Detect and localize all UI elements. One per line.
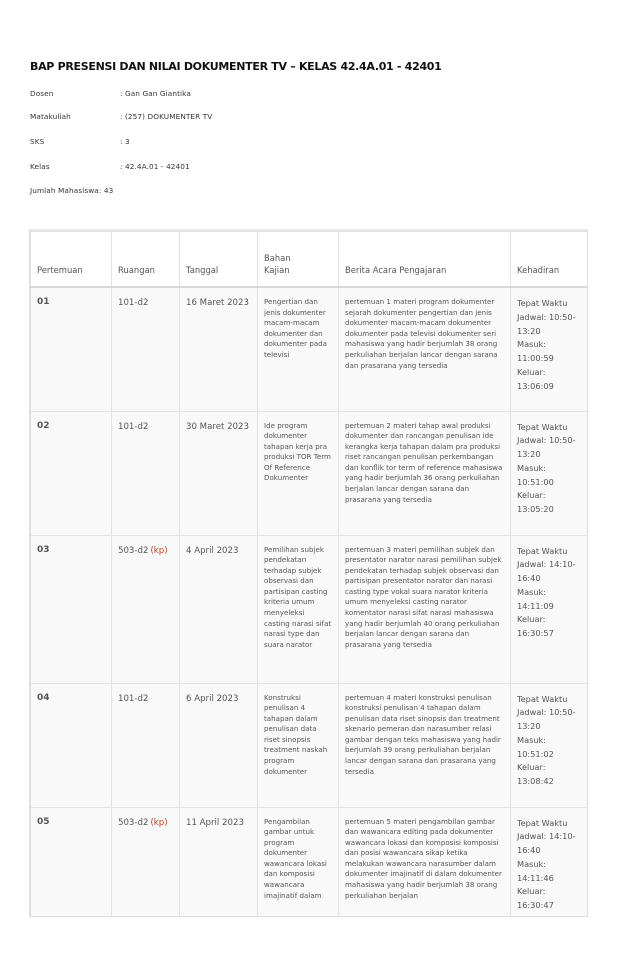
attendance-masuk: Masuk: 10:51:02 bbox=[517, 734, 554, 759]
info-label: Matakuliah bbox=[30, 112, 71, 121]
cell-kehadiran bbox=[511, 287, 588, 411]
cell-tanggal: 6 April 2023 bbox=[180, 683, 258, 807]
table-header-row bbox=[31, 232, 588, 288]
attendance-masuk: Masuk: 10:51:00 bbox=[517, 462, 554, 487]
cell-pertemuan: 03 bbox=[31, 535, 112, 683]
cell-tanggal: 4 April 2023 bbox=[180, 535, 258, 683]
info-value: : Gan Gan Giantika bbox=[120, 89, 191, 98]
attendance-status: Tepat Waktu bbox=[517, 817, 568, 828]
attendance-jadwal: Jadwal: 10:50-13:20 bbox=[517, 311, 576, 336]
info-matakuliah bbox=[30, 112, 212, 121]
room-code: 503-d2 bbox=[118, 817, 149, 828]
info-value: : 3 bbox=[120, 137, 130, 146]
cell-ruangan bbox=[112, 287, 180, 411]
room-code: 503-d2 bbox=[118, 545, 149, 556]
header-berita-acara: Berita Acara Pengajaran bbox=[339, 232, 511, 288]
cell-pertemuan: 05 bbox=[31, 807, 112, 917]
cell-tanggal: 11 April 2023 bbox=[180, 807, 258, 917]
info-sks bbox=[30, 137, 130, 146]
info-label: Kelas bbox=[30, 162, 50, 171]
header-bahan-kajian: Bahan Kajian bbox=[258, 232, 339, 288]
table-row bbox=[31, 807, 588, 917]
cell-bahan-kajian: Pengertian dan jenis dokumenter macam-macam dokumenter dan dokumenter pada televisi bbox=[258, 287, 339, 411]
attendance-table-container bbox=[29, 229, 588, 917]
attendance-keluar: Keluar: 13:05:20 bbox=[517, 490, 554, 515]
attendance-masuk: Masuk: 14:11:09 bbox=[517, 586, 554, 611]
cell-bahan-kajian: Ide program dokumenter tahapan kerja pra produksi TOR Term Of Reference Dokumenter bbox=[258, 411, 339, 535]
cell-berita-acara: pertemuan 3 materi pemilihan subjek dan presentator narator narasi pemilihan subjek pendekatan terhadap subjek observasi dan partisipan presentator narator dan narasi casting type vokal suara narator kriteria umum menyeleksi casting narator komentator narasi sifat narasi mahasiswa yang hadir berjumlah 40 orang perkuliahan berjalan lancar dengan sarana dan prasarana yang tersedia bbox=[339, 535, 511, 683]
cell-ruangan bbox=[112, 683, 180, 807]
cell-pertemuan: 04 bbox=[31, 683, 112, 807]
attendance-jadwal: Jadwal: 14:10-16:40 bbox=[517, 831, 576, 856]
info-jumlah-mahasiswa bbox=[30, 186, 113, 195]
header-ruangan: Ruangan bbox=[112, 232, 180, 288]
room-code: 101-d2 bbox=[118, 693, 149, 704]
attendance-masuk: Masuk: 11:00:59 bbox=[517, 339, 554, 364]
table-row bbox=[31, 535, 588, 683]
table-row bbox=[31, 411, 588, 535]
header-pertemuan: Pertemuan bbox=[31, 232, 112, 288]
cell-kehadiran bbox=[511, 683, 588, 807]
room-code: 101-d2 bbox=[118, 421, 149, 432]
cell-bahan-kajian: Pemilihan subjek pendekatan terhadap subjek observasi dan partisipan casting kriteria umum menyeleksi casting narasi sifat narasi type dan suara narator bbox=[258, 535, 339, 683]
cell-tanggal: 16 Maret 2023 bbox=[180, 287, 258, 411]
table-row bbox=[31, 287, 588, 411]
attendance-jadwal: Jadwal: 10:50-13:20 bbox=[517, 707, 576, 732]
info-kelas bbox=[30, 162, 190, 171]
cell-pertemuan: 01 bbox=[31, 287, 112, 411]
cell-kehadiran bbox=[511, 807, 588, 917]
attendance-masuk: Masuk: 14:11:46 bbox=[517, 858, 554, 883]
attendance-status: Tepat Waktu bbox=[517, 298, 568, 308]
attendance-keluar: Keluar: 16:30:47 bbox=[517, 886, 554, 911]
cell-berita-acara: pertemuan 4 materi konstruksi penulisan konstruksi penulisan 4 tahapan dalam penulisan data riset sinopsis dan treatment skenario pemeran dan narasumber relasi gambar dengan teks mahasiswa yang hadir berjumlah 39 orang perkuliahan berjalan lancar dengan sarana dan prasarana yang tersedia bbox=[339, 683, 511, 807]
room-code: 101-d2 bbox=[118, 298, 149, 308]
info-label: Jumlah Mahasiswa bbox=[30, 186, 99, 195]
kp-tag: (kp) bbox=[150, 817, 168, 828]
attendance-status: Tepat Waktu bbox=[517, 693, 568, 704]
info-label: SKS bbox=[30, 137, 45, 146]
cell-bahan-kajian: Konstruksi penulisan 4 tahapan dalam penulisan data riset sinopsis treatment naskah program dokumenter bbox=[258, 683, 339, 807]
header-tanggal: Tanggal bbox=[180, 232, 258, 288]
cell-kehadiran bbox=[511, 411, 588, 535]
attendance-jadwal: Jadwal: 10:50-13:20 bbox=[517, 435, 576, 460]
attendance-table bbox=[30, 231, 588, 917]
info-dosen bbox=[30, 89, 191, 98]
cell-berita-acara: pertemuan 5 materi pengambilan gambar dan wawancara editing pada dokumenter wawancara lokasi dan komposisi komposisi dan posisi wawancara sikap ketika melakukan wawancara narasumber dalam dokumenter imajinatif di dalam dokumenter mahasiswa yang hadir berjumlah 38 orang perkuliahan berjalan bbox=[339, 807, 511, 917]
info-value: : 43 bbox=[98, 186, 114, 195]
header-kehadiran: Kehadiran bbox=[511, 232, 588, 288]
cell-ruangan bbox=[112, 535, 180, 683]
info-value: : 42.4A.01 - 42401 bbox=[120, 162, 190, 171]
attendance-jadwal: Jadwal: 14:10-16:40 bbox=[517, 559, 576, 584]
attendance-keluar: Keluar: 13:08:42 bbox=[517, 762, 554, 787]
attendance-keluar: Keluar: 13:06:09 bbox=[517, 366, 554, 391]
kp-tag: (kp) bbox=[150, 545, 168, 556]
cell-bahan-kajian: Pengambilan gambar untuk program dokumenter wawancara lokasi dan komposisi wawancara imajinatif dalam bbox=[258, 807, 339, 917]
cell-pertemuan: 02 bbox=[31, 411, 112, 535]
info-label: Dosen bbox=[30, 89, 54, 98]
cell-berita-acara: pertemuan 1 materi program dokumenter sejarah dokumenter pengertian dan jenis dokumenter macam-macam dokumenter dokumenter pada televisi dokumenter seri mahasiswa yang hadir berjumlah 38 orang perkuliahan berjalan lancar dengan sarana dan prasarana yang tersedia bbox=[339, 287, 511, 411]
info-value: : (257) DOKUMENTER TV bbox=[120, 112, 213, 121]
document-title: BAP PRESENSI DAN NILAI DOKUMENTER TV – KELAS 42.4A.01 - 42401 bbox=[30, 60, 442, 73]
attendance-status: Tepat Waktu bbox=[517, 545, 568, 556]
attendance-keluar: Keluar: 16:30:57 bbox=[517, 614, 554, 639]
cell-kehadiran bbox=[511, 535, 588, 683]
cell-tanggal: 30 Maret 2023 bbox=[180, 411, 258, 535]
cell-ruangan bbox=[112, 807, 180, 917]
cell-berita-acara: pertemuan 2 materi tahap awal produksi dokumenter dan rancangan penulisan ide kerangka kerja tahapan dalam pra produksi riset rancangan penulisan perkembangan dan konflik tor term of reference mahasiswa yang hadir berjumlah 36 orang perkuliahan berjalan lancar dengan sarana dan prasarana yang tersedia bbox=[339, 411, 511, 535]
table-row bbox=[31, 683, 588, 807]
attendance-status: Tepat Waktu bbox=[517, 421, 568, 432]
cell-ruangan bbox=[112, 411, 180, 535]
